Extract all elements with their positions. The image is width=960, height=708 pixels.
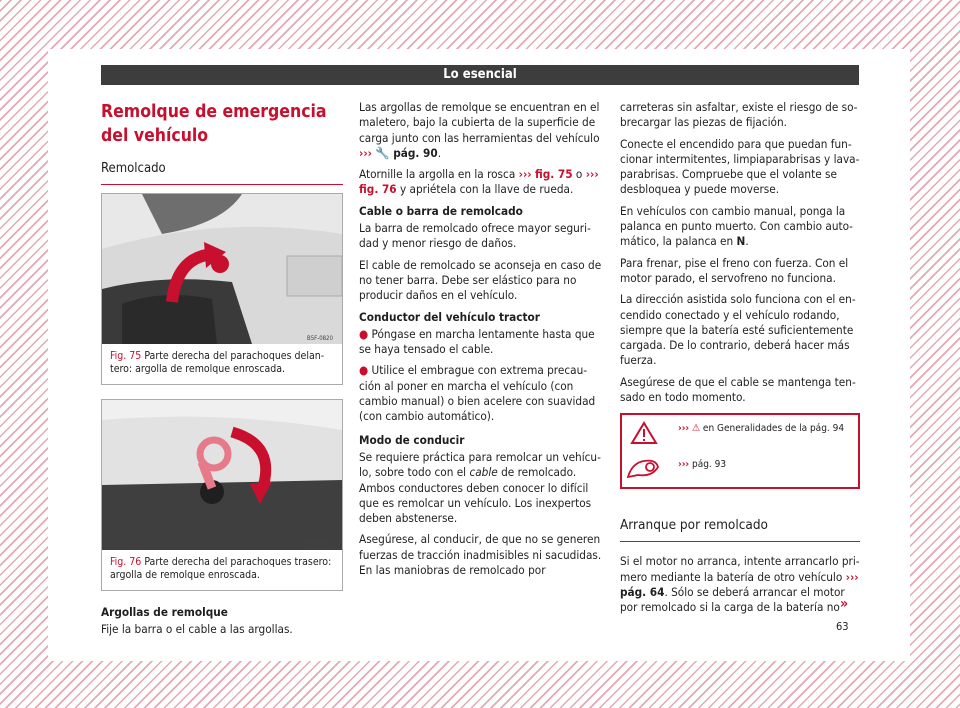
- figure-75-image: [102, 194, 342, 344]
- page-title: Remolque de emergencia del vehículo: [101, 102, 327, 146]
- fig75-link[interactable]: fig. 75: [534, 167, 573, 182]
- figure-76-caption: [102, 550, 342, 590]
- col3-paragraph-4: Para frenar, pise el freno con fuerza. Con el motor parado, el servofreno no funciona.: [620, 255, 849, 285]
- page-number: 63: [836, 620, 849, 633]
- environment-icon: [626, 457, 660, 479]
- warning-ref-1[interactable]: [678, 423, 844, 434]
- warning-ref-2[interactable]: [678, 459, 726, 470]
- column-3: [620, 100, 860, 622]
- bullet-dot-icon: ●: [359, 326, 369, 341]
- intro-text: Las argollas de remolque se encuentran en el maletero, bajo la cubierta de la superficie de carga junto con las herramientas del vehículo: [359, 100, 600, 145]
- section-text-b: . Sólo se deberá arrancar el motor por remolcado si la carga de la batería no: [620, 584, 845, 615]
- warning-ref-2-text: pág. 93: [691, 459, 727, 471]
- gear-n: N: [736, 234, 746, 249]
- subtitle: Remolcado: [101, 161, 166, 176]
- fig76-link[interactable]: fig. 76: [359, 182, 397, 197]
- atornille-text-a: Atornille la argolla en la rosca: [359, 167, 516, 182]
- cable-paragraph-2: El cable de remolcado se aconseja en caso de no tener barra. Debe ser elástico para no producir daños en el vehículo.: [359, 257, 602, 303]
- column-1: [101, 100, 343, 644]
- figure-75-text: Parte derecha del parachoques delantero: argolla de remolque enroscada.: [110, 350, 325, 375]
- atornille-text-c: y apriétela con la llave de rueda.: [399, 182, 574, 197]
- warning-small-icon: ⚠: [691, 423, 701, 435]
- continue-arrow-icon: »: [840, 596, 849, 612]
- warning-ref-1-text: en Generalidades de la pág. 94: [702, 423, 845, 435]
- figure-76: [101, 399, 343, 591]
- ref-arrow: ›››: [845, 569, 859, 584]
- subtitle-block: [101, 160, 343, 185]
- argollas-text: Fije la barra o el cable a las argollas.: [101, 622, 293, 637]
- col3-p3-text: En vehículos con cambio manual, ponga la palanca en punto muerto. Con cambio automático, la palanca en: [620, 203, 853, 249]
- ref-arrow: ›››: [359, 145, 372, 160]
- bullet-dot-icon: ●: [359, 363, 369, 378]
- bullet-2-text: Utilice el embrague con extrema precaución al poner en marcha el vehículo (con cambio manual) o bien acelere con suavidad (con cambio automático).: [359, 363, 596, 424]
- conductor-heading: Conductor del vehículo tractor: [359, 309, 540, 324]
- warning-box: [620, 413, 860, 489]
- argollas-heading: Argollas de remolque: [101, 605, 228, 619]
- figure-75: [101, 193, 343, 385]
- warning-triangle-icon: [630, 421, 658, 445]
- page-header: Lo esencial: [101, 65, 859, 85]
- figure-76-image: [102, 400, 342, 550]
- modo-text-b: de remolcado. Ambos conductores deben conocer lo difícil que es remolcar un vehículo. Los inexpertos deben abstenerse.: [359, 465, 592, 526]
- modo-text-italic: cable: [469, 465, 498, 480]
- modo-heading: Modo de conducir: [359, 432, 465, 447]
- section-link[interactable]: pág. 64: [620, 584, 665, 599]
- atornille-text-b: o: [575, 167, 583, 182]
- section-text-a: Si el motor no arranca, intente arrancarlo primero mediante la batería de otro vehículo: [620, 554, 860, 584]
- col3-paragraph-3: En vehículos con cambio manual, ponga la palanca en punto muerto. Con cambio automático, la palanca en N.: [620, 203, 853, 249]
- modo-text-a: Se requiere práctica para remolcar un vehículo, sobre todo con el: [359, 449, 601, 480]
- figure-76-text: Parte derecha del parachoques trasero: argolla de remolque enroscada.: [110, 556, 332, 581]
- atornille-paragraph: [359, 167, 604, 198]
- section-heading: Arranque por remolcado: [620, 517, 860, 542]
- col3-paragraph-1: carreteras sin asfaltar, existe el riesgo de sobrecargar las piezas de fijación.: [620, 100, 858, 130]
- col3-paragraph-2: Conecte el encendido para que puedan funcionar intermitentes, limpiaparabrisas y lavaparabrisas. Compruebe que el volante se desbloquea y puede moverse.: [620, 136, 860, 197]
- modo-paragraph-1: [359, 450, 604, 526]
- ref-arrow: ›››: [678, 423, 690, 435]
- figure-76-code: B5F-0821: [307, 541, 333, 548]
- ref-arrow: ›››: [678, 459, 690, 471]
- figure-76-number: Fig. 76: [110, 556, 142, 568]
- section-paragraph: [620, 554, 860, 615]
- book-icon: 🔧: [375, 145, 390, 160]
- modo-paragraph-2: Asegúrese, al conducir, de que no se generen fuerzas de tracción inadmisibles ni sacudidas. En las maniobras de remolcado por: [359, 532, 602, 578]
- ref-arrow: ›››: [585, 167, 599, 182]
- cable-heading: Cable o barra de remolcado: [359, 203, 523, 218]
- ref-arrow: ›››: [518, 167, 532, 182]
- intro-paragraph: Las argollas de remolque se encuentran en el maletero, bajo la cubierta de la superficie de carga junto con las herramientas del vehículo ››› 🔧 pág. 90.: [359, 100, 600, 160]
- col3-paragraph-6: Asegúrese de que el cable se mantenga tensado en todo momento.: [620, 374, 856, 405]
- bullet-1-text: Póngase en marcha lentamente hasta que se haya tensado el cable.: [359, 326, 595, 357]
- figure-75-caption: [102, 344, 342, 384]
- col3-paragraph-5: La dirección asistida solo funciona con el encendido conectado y el vehículo rodando, siempre que la batería esté suficientemente cargada. De lo contrario, deberá hacer más fuerza.: [620, 292, 856, 368]
- bullet-2: [359, 363, 604, 424]
- intro-link[interactable]: pág. 90: [393, 145, 438, 160]
- bullet-1: [359, 327, 604, 358]
- cable-paragraph-1: La barra de remolcado ofrece mayor seguridad y menor riesgo de daños.: [359, 221, 591, 251]
- column-2: [359, 100, 604, 584]
- figure-75-code: B5F-0820: [307, 335, 333, 342]
- figure-75-number: Fig. 75: [110, 350, 142, 362]
